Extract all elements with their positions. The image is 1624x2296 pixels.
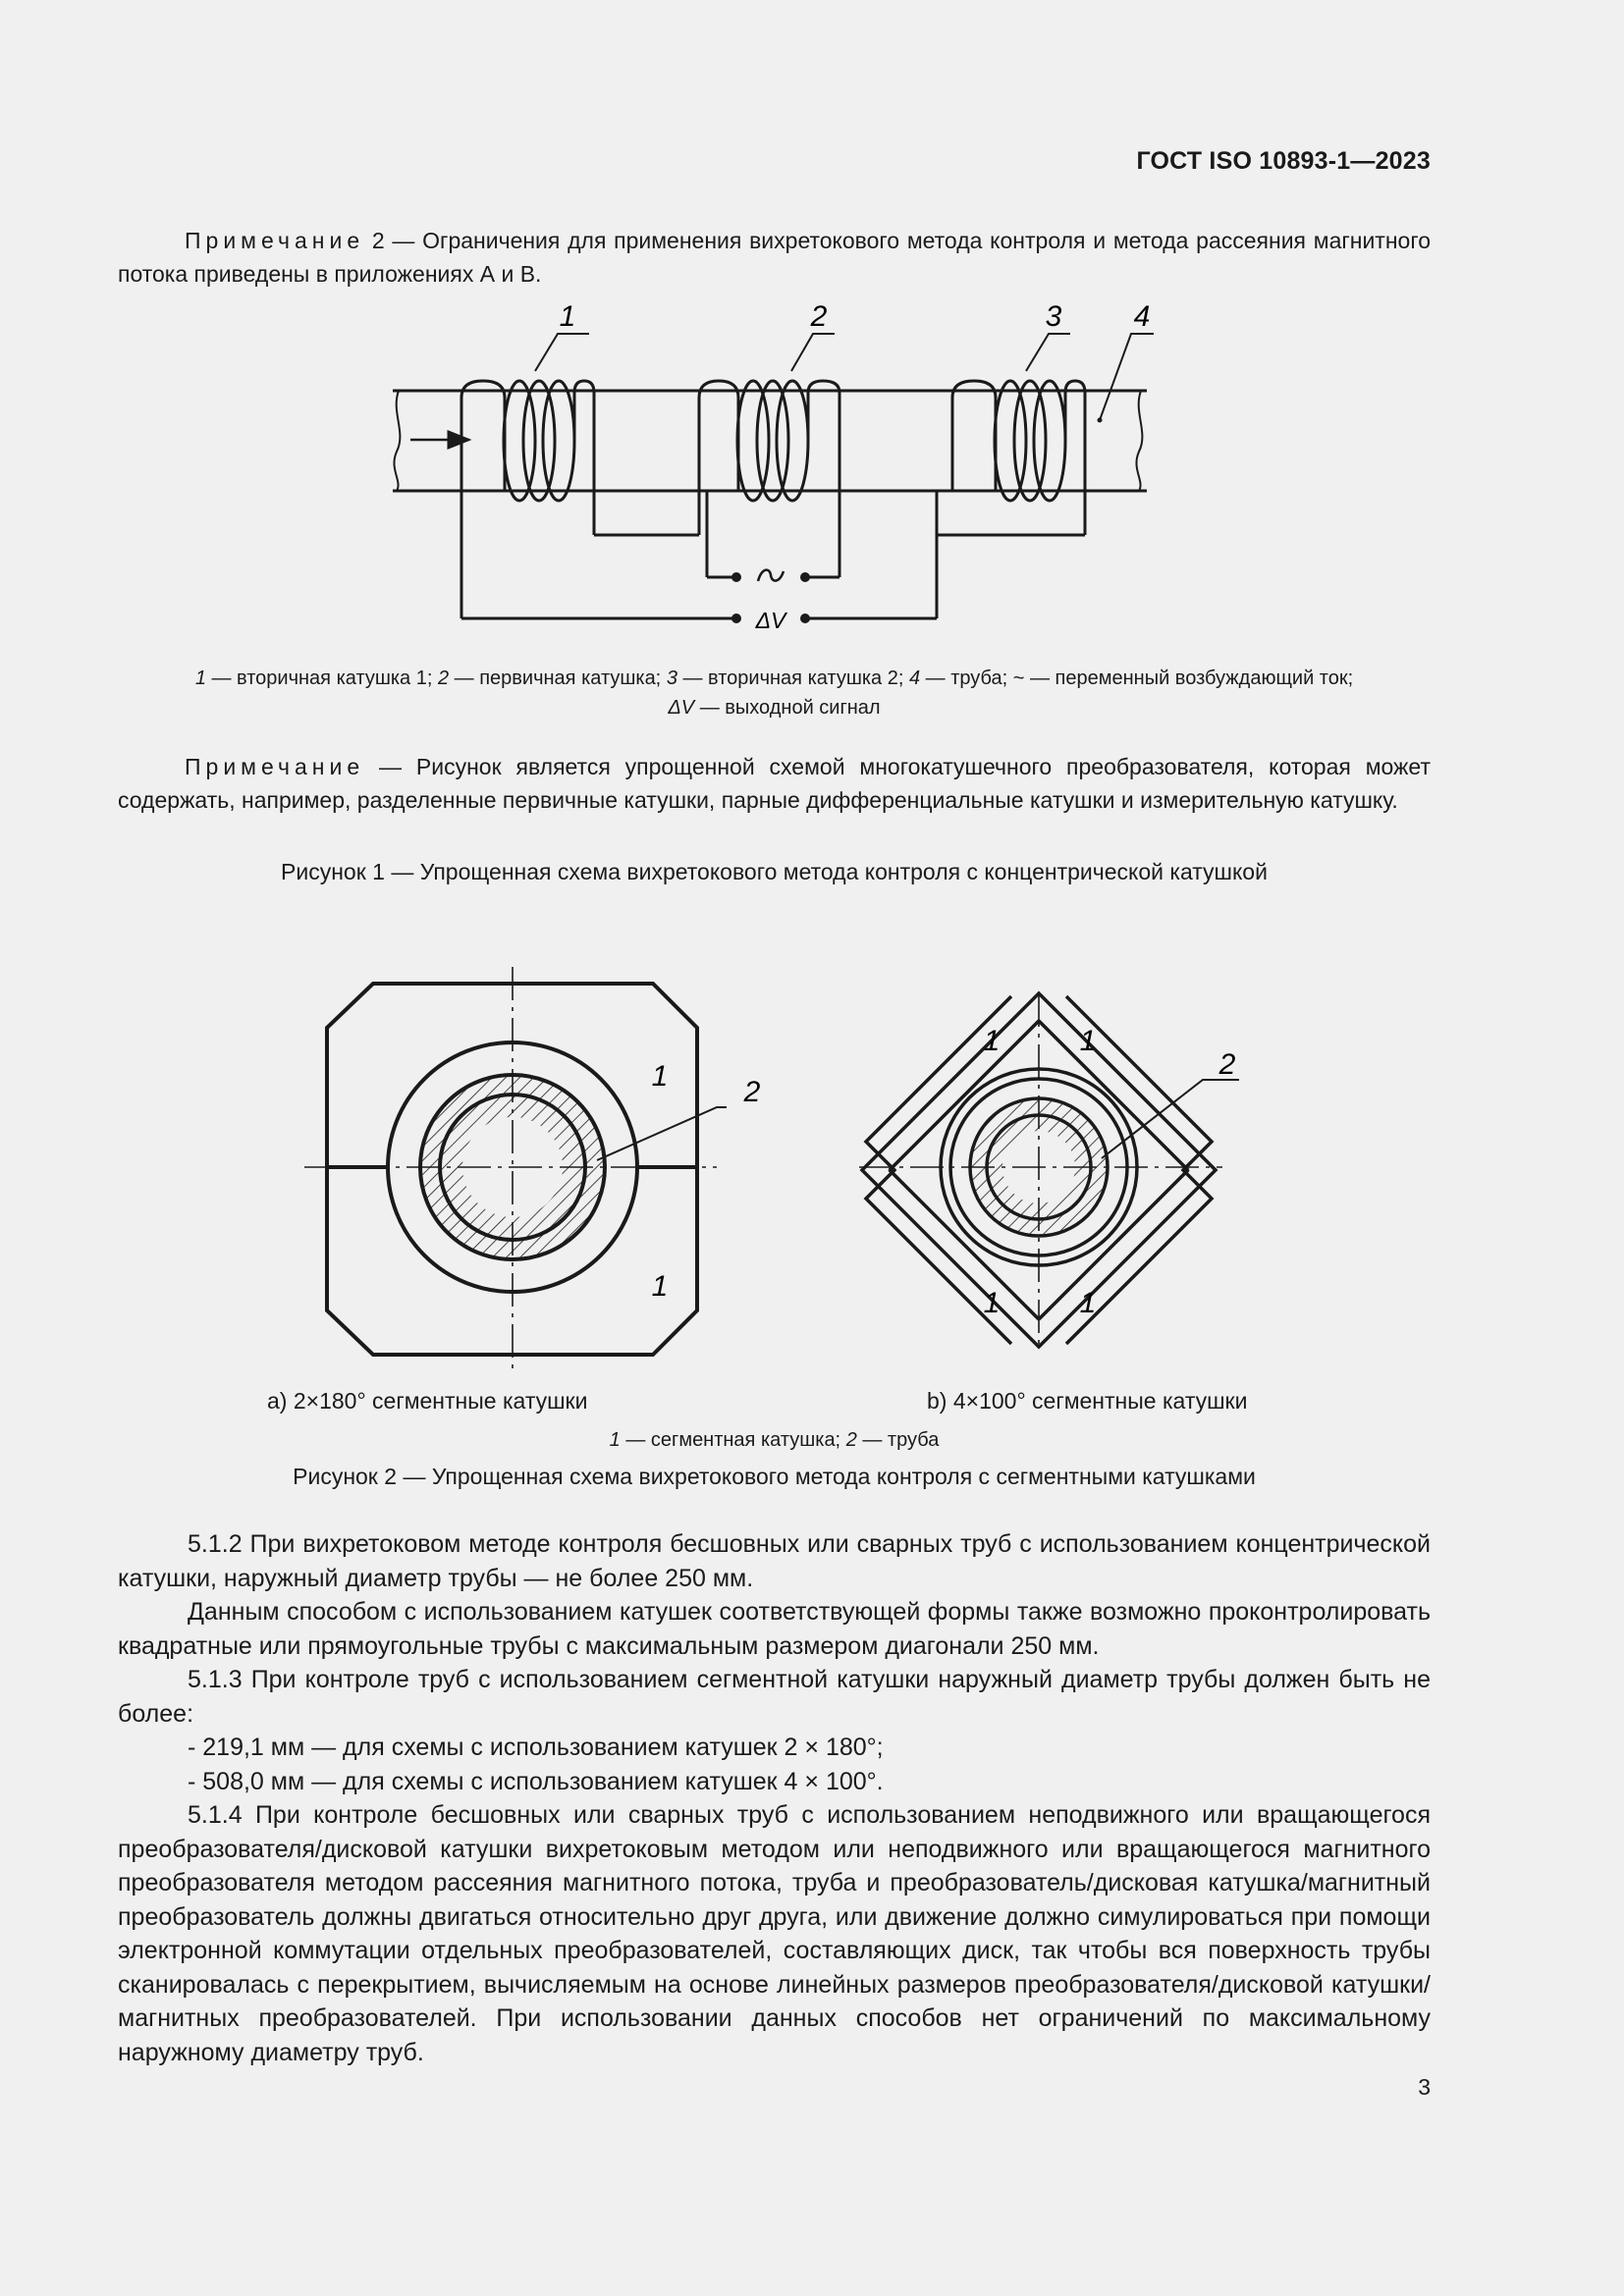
pipe-label: 2 <box>1218 1048 1236 1081</box>
figure-2-legend <box>118 1425 1431 1455</box>
figure-1-caption: Рисунок 1 — Упрощенная схема вихретокового метода контроля с концентрической катушкой <box>281 859 1268 884</box>
dv-label: ΔV <box>755 608 786 633</box>
svg-text:2: 2 <box>743 1076 761 1108</box>
figure-2a-pipe-label <box>727 1070 785 1119</box>
legend-num: 4 <box>908 667 921 689</box>
legend-symbol: ΔV <box>668 697 695 719</box>
paragraph-5-1-3: 5.1.3 При контроле труб с использованием сегментной катушки наружный диаметр трубы должен быть не более: <box>118 1666 1431 1728</box>
document-id: ГОСТ ISO 10893-1—2023 <box>1136 147 1431 175</box>
page-number: 3 <box>1418 2074 1431 2100</box>
figure-1-diagram <box>383 290 1168 633</box>
legend-text: — труба <box>856 1429 940 1451</box>
note-2 <box>118 224 1431 291</box>
label-2: 2 <box>810 300 828 333</box>
label-1: 1 <box>559 300 576 333</box>
legend-text: — вторичная катушка 1; <box>205 667 438 689</box>
seg-label-tl: 1 <box>983 1025 1001 1057</box>
list-item: - 219,1 мм — для схемы с использованием катушек 2 × 180°; <box>188 1734 884 1761</box>
paragraph-5-1-4: 5.1.4 При контроле бесшовных или сварных труб с использованием неподвижного или вращающегося преобразователя/дисковой катушки вихретоковым методом или неподвижного или вращающегося магнитного преобразователя методом рассеяния магнитного потока, труба и преобразователь/дисковая катушка/магнитный преобразователь должны двигаться относительно друг друга, или движение должно симулироваться при помощи электронной коммутации отдельных преобразователей, составляющих диск, так чтобы вся поверхность трубы сканировалась с перекрытием, вычисляемым на основе линейных размеров преобразователя/дисковой катушки/магнитных преобразователей. При использовании данных способов нет ограничений по максимальному наружному диаметру труб. <box>118 1801 1431 2066</box>
note-prefix: Примечание <box>185 228 365 253</box>
body-text <box>118 1527 1431 2069</box>
legend-text: — выходной сигнал <box>694 697 881 719</box>
legend-num: 3 <box>666 667 677 689</box>
figure-1-note <box>118 750 1431 817</box>
figure-1-legend <box>118 664 1431 722</box>
label-4: 4 <box>1133 300 1151 333</box>
seg-label-bl: 1 <box>983 1287 1001 1319</box>
figure-2b-label: b) 4×100° сегментные катушки <box>927 1388 1248 1414</box>
legend-text: — сегментная катушка; <box>620 1429 846 1451</box>
figure-2a-diagram <box>295 962 727 1374</box>
note-prefix: Примечание <box>185 754 365 779</box>
seg-label-bottom: 1 <box>651 1270 669 1303</box>
paragraph-square-pipes: Данным способом с использованием катушек соответствующей формы также возможно проконтролировать квадратные или прямоугольные трубы с максимальным размером диагонали 250 мм. <box>118 1598 1431 1660</box>
legend-text: — первичная катушка; <box>449 667 667 689</box>
coil-1 <box>461 381 594 618</box>
note-text: 2 — Ограничения для применения вихретокового метода контроля и метода рассеяния магнитного потока приведены в приложениях А и В. <box>118 228 1431 287</box>
figure-2-caption: Рисунок 2 — Упрощенная схема вихретокового метода контроля с сегментными катушками <box>293 1464 1256 1489</box>
list-item: - 508,0 мм — для схемы с использованием катушек 4 × 100°. <box>188 1767 884 1795</box>
legend-text: — вторичная катушка 2; <box>677 667 909 689</box>
coil-3 <box>937 381 1085 618</box>
coil-2 <box>699 381 839 577</box>
legend-num: 2 <box>437 667 450 689</box>
seg-label-br: 1 <box>1079 1287 1097 1319</box>
legend-num: 1 <box>609 1429 621 1451</box>
legend-num: 2 <box>845 1429 857 1451</box>
legend-num: 1 <box>194 667 206 689</box>
seg-label-top: 1 <box>651 1060 669 1093</box>
note-text: — Рисунок является упрощенной схемой многокатушечного преобразователя, которая может содержать, например, разделенные первичные катушки, парные дифференциальные катушки и измерительную катушку. <box>118 754 1431 813</box>
paragraph-5-1-2: 5.1.2 При вихретоковом методе контроля бесшовных или сварных труб с использованием концентрической катушки, наружный диаметр трубы — не более 250 мм. <box>118 1530 1431 1592</box>
seg-label-tr: 1 <box>1079 1025 1097 1057</box>
figure-2a-label: а) 2×180° сегментные катушки <box>267 1388 588 1414</box>
label-3: 3 <box>1045 300 1062 333</box>
figure-2b-diagram <box>854 972 1247 1364</box>
legend-text: — труба; ~ — переменный возбуждающий ток; <box>920 667 1354 689</box>
